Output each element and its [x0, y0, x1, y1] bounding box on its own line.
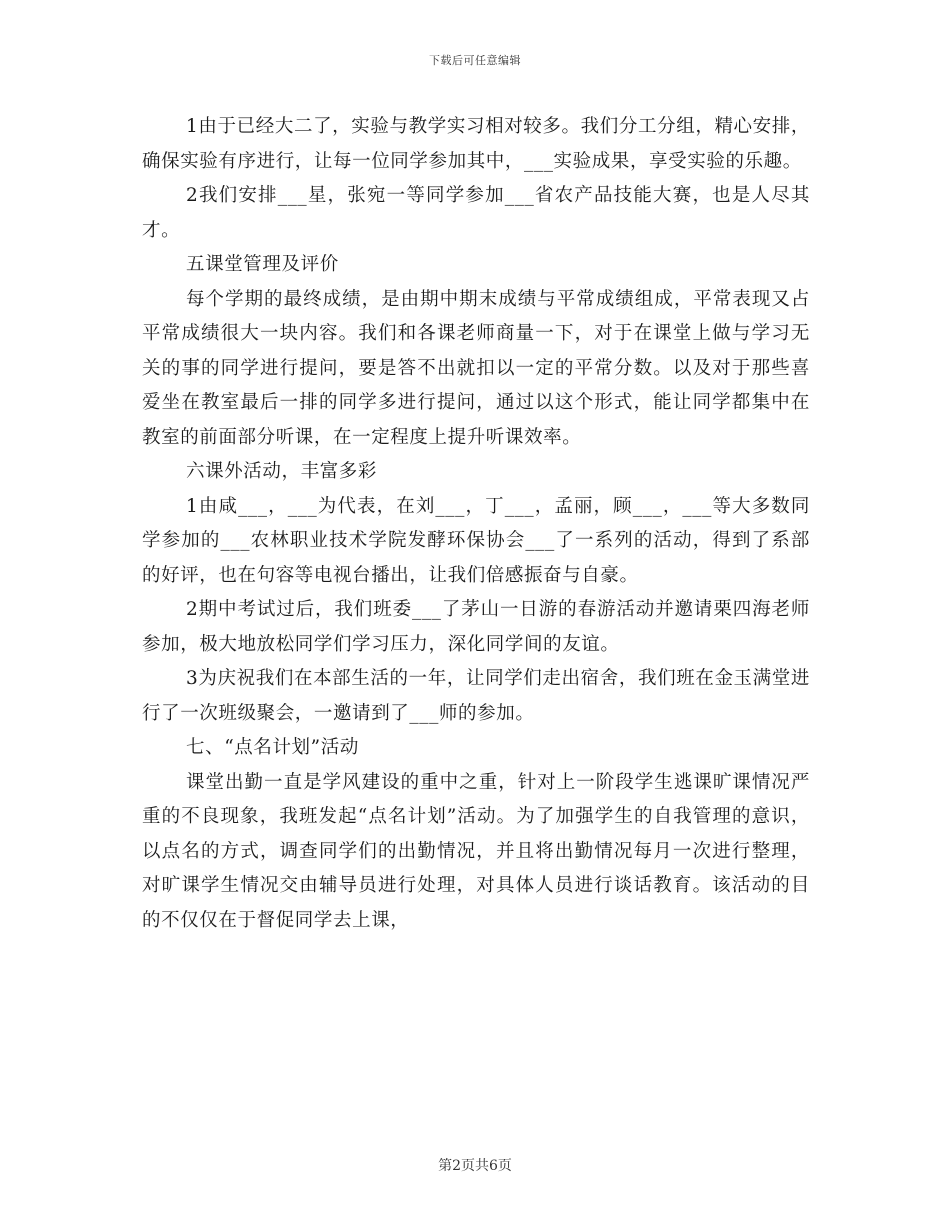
document-body: [142, 110, 810, 938]
paragraph-skills-contest: 2我们安排___星，张宛一等同学参加___省农产品技能大赛，也是人尽其才。: [142, 185, 810, 241]
paragraph-experiments: 1由于已经大二了，实验与教学实习相对较多。我们分工分组，精心安排，确保实验有序进行，让每一位同学参加其中，___实验成果，享受实验的乐趣。: [142, 116, 810, 172]
page-header: 下载后可任意编辑: [429, 54, 521, 67]
section-heading-classroom-management: 五课堂管理及评价: [186, 254, 339, 275]
paragraph-spring-outing: 2期中考试过后，我们班委___了茅山一日游的春游活动并邀请栗四海老师参加，极大地放松同学们学习压力，深化同学间的友谊。: [142, 599, 810, 655]
paragraph-attendance: 课堂出勤一直是学风建设的重中之重，针对上一阶段学生逃课旷课情况严重的不良现象，我班发起“点名计划”活动。为了加强学生的自我管理的意识，以点名的方式，调查同学们的出勤情况，并且将出勤情况每月一次进行整理，对旷课学生情况交由辅导员进行处理，对具体人员进行谈话教育。该活动的目的不仅仅在于督促同学去上课，: [142, 771, 810, 931]
section-heading-roll-call: 七、“点名计划”活动: [186, 737, 359, 758]
paragraph-eco-association: 1由咸___，___为代表，在刘___，丁___，孟丽，顾___，___等大多数同学参加的___农林职业技术学院发酵环保协会___了一系列的活动，得到了系部的好评，也在句容等电视台播出，让我们倍感振奋与自豪。: [142, 495, 810, 586]
paragraph-class-party: 3为庆祝我们在本部生活的一年，让同学们走出宿舍，我们班在金玉满堂进行了一次班级聚会，一邀请到了___师的参加。: [142, 668, 810, 724]
paragraph-grading: 每个学期的最终成绩，是由期中期末成绩与平常成绩组成，平常表现又占平常成绩很大一块内容。我们和各课老师商量一下，对于在课堂上做与学习无关的事的同学进行提问，要是答不出就扣以一定的平常分数。以及对于那些喜爱坐在教室最后一排的同学多进行提问，通过以这个形式，能让同学都集中在教室的前面部分听课，在一定程度上提升听课效率。: [142, 288, 810, 448]
page-number: 第2页共6页: [438, 1158, 512, 1174]
section-heading-extracurricular: 六课外活动，丰富多彩: [186, 461, 378, 482]
